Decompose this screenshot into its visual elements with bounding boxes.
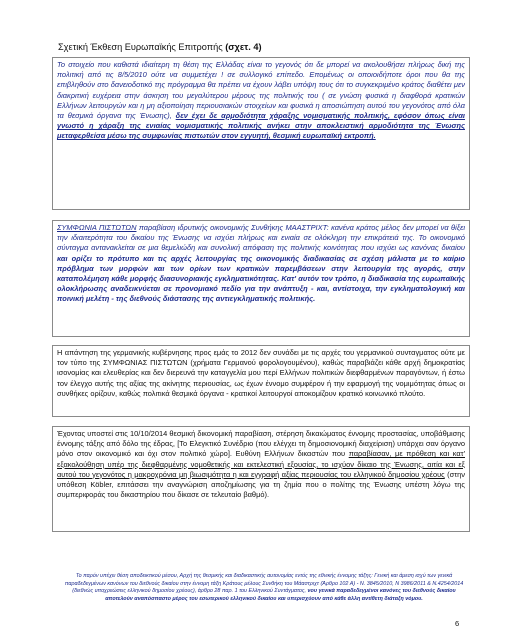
section-heading [58, 41, 262, 53]
footnote-text: Το παρόν υπέχει θέση αποδεικτικού μέσου, Αρχή της θεσμικής και διαδικαστικής αυτονομίας εντός της εθνικής έννομης τάξης: Γενική και άμεση ισχύ των γενικά παραδεδεγμένων κανόνων του διεθνούς δικαίου στην έννομη τάξη Κράτους μέλους Συνθήκη του Μάαστριχτ (Άρθρο 102 Α) - Ν. 3845/2010, Ν 3986/2011 & Ν.4254/2014 (διεθνώς υποχρεώσεις ελληνικού δημοσίου χρέους), άρθρο 28 παρ. 1 του Ελληνικού Συντάγματος, [64, 573, 464, 595]
page-number: 6 [455, 619, 460, 628]
commission-report-emphasis: δεν έχει δε αρμοδιότητα χάραξης νομισματικής πολιτικής, εφόσον όπως είναι γνωστό η χάραξη της ενιαίας νομισματικής πολιτικής ανήκει στην αποκλειστική αρμοδιότητα της Ένωσης μεταφερθείσα μέσω της συμφωνίας πιστωτών στον εγγυητή, θεσμική ευρωπαϊκή εκτροπή. [57, 111, 466, 141]
commission-report-box [52, 57, 470, 210]
footnote [58, 573, 470, 603]
creditors-agreement-emphasis: και ορίζει το πρότυπο και τις αρχές λειτουργίας της οικονομικής διαδικασίας σε σχέση μάλιστα με το καίριο πρόβλημα των μορφών και των ορίων των κρατικών παρεμβάσεων στην λειτουργία της αγοράς, στην καταπολέμηση κάθε μορφής διασυνοριακής εγκληματικότητας. Κατ' αυτόν τον τρόπο, η διαδικασία της ευρωπαϊκής ολοκλήρωσης αναδεικνύεται σε προνομιακό πεδίο για την ανάπτυξη - και, αντίστοιχα, την εγκληματολογική και ποινική μελέτη - της διεθνούς διάστασης της αντιεγκληματικής πολιτικής. [57, 253, 465, 304]
judicial-violation-text: Έχοντας υποστεί στις 10/10/2014 θεσμική δικονομική παραβίαση, στέρηση δικαιώματος έννομης προστασίας, υποβάθμισης έννομης τάξης από δόλο της έδρας, [Το Ελεγκτικό Συνέδριο (που ελέγχει τη δημοσιονομική διαχείριση) υπάρχει σαν όργανο μόνο στον οικονομικό και όχι στον πολιτικό χώρο]. Ευθύνη Ελλήνων δικαστών που [57, 429, 465, 459]
german-response-text: Η απάντηση της γερμανικής κυβέρνησης προς εμάς το 2012 δεν συνάδει με τις αρχές του γερμανικού συνταγματος ούτε με τον τύπο της ΣΥΜΦΩΝΙΑΣ ΠΙΣΤΩΤΩΝ (χρήματα Γερμανού φορολογουμένου), καθώς παραβιάζει κάθε αρχή δημοκρατίας ισονομίας και ελευθερίας και δεν διερευνά την καταγγελία μου περί Ελλήνων πολιτικών διεφθαρμένων παραγόντων, ή έστω τον έλεγχο αυτής της αξίας της ακίνητης περιουσίας, ως έχων έννομο συμφέρον ή την εφαρμογή της νομιμότητας όπως οι συνθήκες ορίζουν, καθώς πολιτικά θεσμικά όργανα - κρατικοί λειτουργοί αποκομίζουν κρατικό κοινωνικό πλούτο. [57, 348, 465, 398]
footnote-emphasis: νου γενικά παραδεδεγμένοι κανόνες του διεθνούς δικαίου αποτελούν αναπόσπαστο μέρος του εσωτερικού ελληνικού δικαίου και υπερισχύουν από κάθε άλλη αντίθετη διάταξη νόμου. [105, 588, 456, 602]
judicial-violation-paragraph [57, 429, 465, 500]
judicial-violation-text-end: (στην υπόθεση Köbler, επιτάσσει την αναγνώριση αποζημίωσης για τη ζημία που ο πολίτης της Ένωσης υπέστη λόγω της συμπεριφοράς του δικαστηρίου που δίκασε σε τελευταίο βαθμό). [57, 469, 465, 500]
judicial-violation-box [52, 426, 470, 532]
german-response-box [52, 345, 470, 417]
creditors-agreement-box [52, 220, 470, 337]
heading-text: Σχετική Έκθεση Ευρωπαϊκής Επιτροπής [58, 42, 226, 52]
commission-report-text: Το στοιχείο που καθιστά ιδιαίτερη τη θέση της Ελλάδας είναι το γεγονός ότι δε μπορεί να ακολουθήσει πλήρως δική της πολιτική από τις 8/5/2010 ούτε να συμμετέχει ! σε συλλογικό επίπεδο. Επομένως οι οποιοιδήποτε όροι που θα της επιβληθούν στο δανειοδοτικό της πρόγραμμα θα πρέπει να έχουν λάβει υπόψη τους ότι το συγκεκριμένο κράτος διαθέτει μεν διακριτική ευχέρεια στην άσκηση του μεγαλύτερου μέρους της πολιτικής του ( σε γνώση φυσικά η διαφθορά κρατικών Ελλήνων λειτουργών και η μη αξιοποίηση περιουσιακών στοιχείων και φυσικά η αποσιώπηση αυτού του γεγονότος από όλα τα θεσμικά όργανα της Ένωσης), [57, 60, 465, 121]
creditors-agreement-paragraph [57, 223, 465, 305]
judicial-violation-underlined: παραβίασαν, με πρόθεση και κατ' εξακολούθηση υπέρ της διεφθαρμένης νομοθετικής και εκτελεστική εξουσίας, το ισχύον δίκαιο της Ένωσης, αιτία και εξ αυτού του γεγονότος η μακροχρόνια μη βιωσιμότητα η και εγγραφή αξίας περιουσίας του ελληνικού δημοσίου χρέους [57, 449, 465, 479]
heading-reference: (σχετ. 4) [225, 42, 262, 52]
creditors-agreement-text: παραβίαση ιδρυτικής οικονομικής Συνθήκης ΜΑΑΣΤΡΙΧΤ: κανένα κράτος μέλος δεν μπορεί να θίξει την ιδιαιτερότητα του δικαίου της Ένωσης να ισχύει πλήρως και ενιαία σε ολόκληρη την επικράτειά της. Το οικονομικό σύνταγμα αντανακλείται σε μια θεμελιώδη και συνολική απόφαση της πολιτικής κοινότητας που ισχύει ως κανόνας δικαίου [57, 223, 465, 253]
commission-report-paragraph [57, 60, 465, 142]
creditors-agreement-lead: ΣΥΜΦΩΝΙΑ ΠΙΣΤΩΤΩΝ [57, 223, 137, 232]
